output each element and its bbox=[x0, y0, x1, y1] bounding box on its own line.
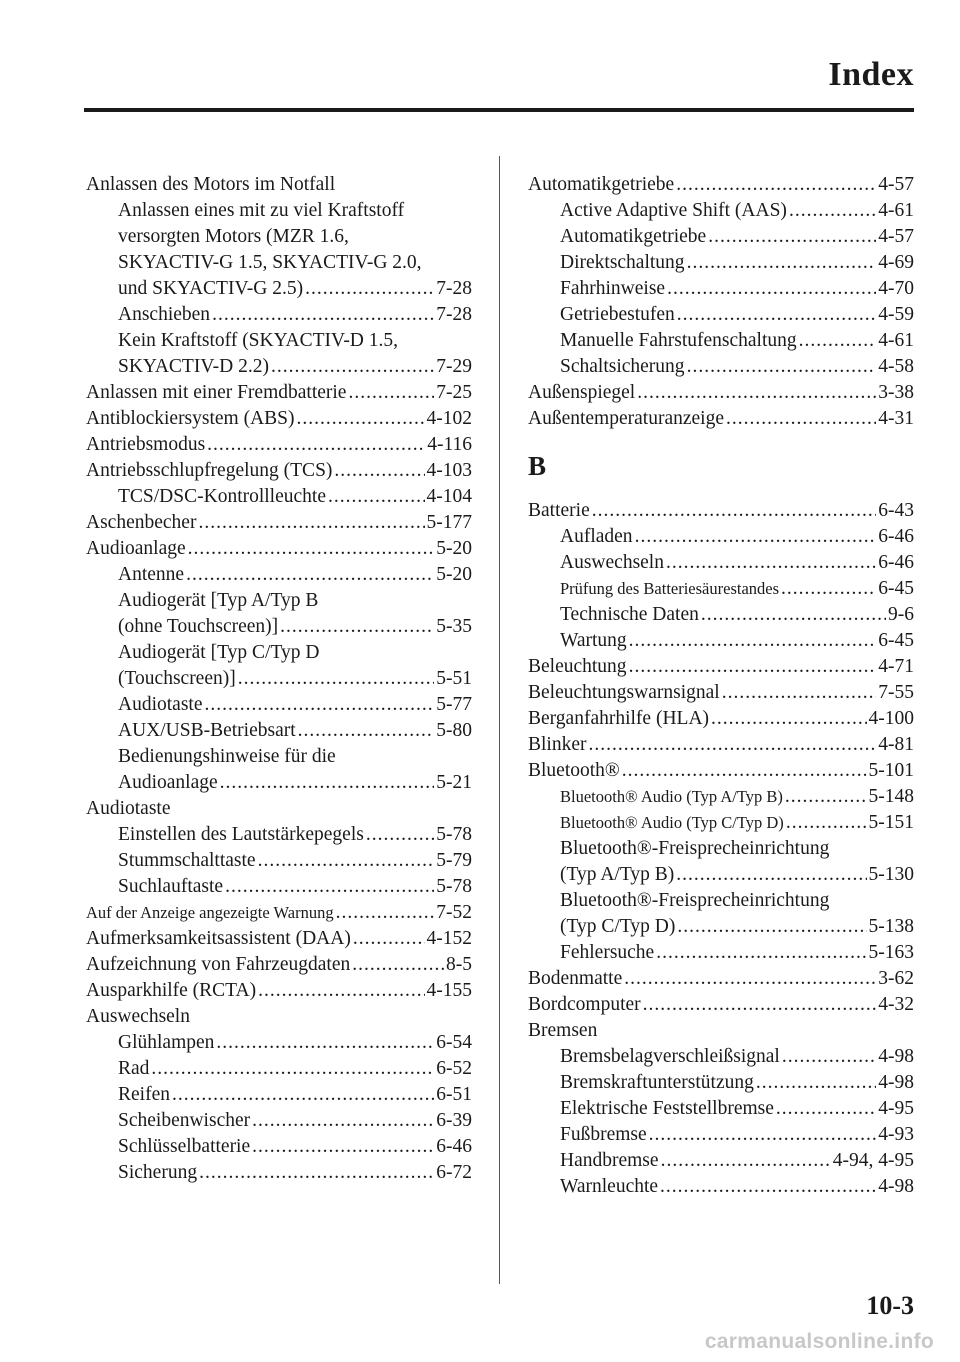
index-subentry bbox=[528, 784, 914, 810]
dot-leader bbox=[366, 822, 434, 848]
page-ref: 4-57 bbox=[878, 174, 914, 195]
index-entry bbox=[528, 706, 914, 732]
index-subentry bbox=[86, 276, 472, 302]
page-ref: 6-45 bbox=[878, 578, 914, 599]
dot-leader bbox=[687, 354, 877, 380]
dot-leader bbox=[677, 302, 876, 328]
page-ref: 5-77 bbox=[436, 694, 472, 715]
page-ref: 6-51 bbox=[436, 1084, 472, 1105]
page-ref: 5-130 bbox=[868, 864, 914, 885]
dot-leader bbox=[271, 354, 434, 380]
dot-leader bbox=[701, 602, 886, 628]
entry-text: Automatikgetriebe bbox=[560, 226, 707, 247]
page-ref: 8-5 bbox=[446, 954, 472, 975]
index-subentry bbox=[86, 848, 472, 874]
dot-leader bbox=[799, 328, 877, 354]
dot-leader bbox=[225, 874, 434, 900]
entry-text: Kein Kraftstoff (SKYACTIV-D 1.5, bbox=[118, 330, 399, 351]
index-subentry bbox=[86, 224, 472, 250]
entry-text: AUX/USB-Betriebsart bbox=[118, 720, 296, 741]
entry-text: Außentemperaturanzeige bbox=[528, 408, 724, 429]
page-ref: 7-52 bbox=[436, 902, 472, 923]
index-entry bbox=[528, 172, 914, 198]
dot-leader bbox=[353, 926, 425, 952]
index-subentry bbox=[528, 1044, 914, 1070]
page-ref: 4-152 bbox=[426, 928, 472, 949]
page-ref: 6-43 bbox=[878, 500, 914, 521]
entry-text: Berganfahrhilfe (HLA) bbox=[528, 708, 710, 729]
index-entry bbox=[528, 654, 914, 680]
page-ref: 3-38 bbox=[878, 382, 914, 403]
index-entry bbox=[86, 380, 472, 406]
index-entry bbox=[528, 966, 914, 992]
page-ref: 4-100 bbox=[868, 708, 914, 729]
entry-text: Scheibenwischer bbox=[118, 1110, 251, 1131]
dot-leader bbox=[726, 406, 876, 432]
entry-text: Audiogerät [Typ A/Typ B bbox=[118, 590, 319, 611]
page-ref: 5-51 bbox=[436, 668, 472, 689]
index-subentry bbox=[86, 1082, 472, 1108]
page-ref: 4-104 bbox=[426, 486, 472, 507]
dot-leader bbox=[258, 978, 424, 1004]
watermark: carmanualsonline.info bbox=[704, 1330, 934, 1353]
dot-leader bbox=[629, 628, 877, 654]
index-subentry bbox=[86, 328, 472, 354]
dot-leader bbox=[212, 302, 434, 328]
index-entry bbox=[86, 432, 472, 458]
page-ref: 6-46 bbox=[436, 1136, 472, 1157]
dot-leader bbox=[151, 1056, 434, 1082]
dot-leader bbox=[687, 250, 877, 276]
dot-leader bbox=[280, 614, 434, 640]
index-entry bbox=[528, 498, 914, 524]
index-subentry bbox=[528, 1148, 914, 1174]
dot-leader bbox=[624, 966, 876, 992]
index-subentry bbox=[86, 770, 472, 796]
section-letter-b: B bbox=[528, 451, 547, 481]
entry-text: Technische Daten bbox=[560, 604, 699, 625]
entry-text: (Touchscreen)] bbox=[118, 668, 236, 689]
index-entry bbox=[86, 926, 472, 952]
entry-text: Antriebsmodus bbox=[86, 434, 206, 455]
index-entry bbox=[528, 758, 914, 784]
entry-text: Antenne bbox=[118, 564, 185, 585]
page-ref: 7-55 bbox=[878, 682, 914, 703]
index-subentry bbox=[528, 1122, 914, 1148]
page-ref: 5-79 bbox=[436, 850, 472, 871]
index-entry bbox=[86, 978, 472, 1004]
entry-text: (ohne Touchscreen)] bbox=[118, 616, 279, 637]
dot-leader bbox=[676, 172, 876, 198]
entry-text: Bluetooth® Audio (Typ C/Typ D) bbox=[560, 813, 784, 832]
dot-leader bbox=[711, 706, 866, 732]
dot-leader bbox=[649, 1122, 877, 1148]
dot-leader bbox=[199, 1160, 434, 1186]
index-entry bbox=[86, 458, 472, 484]
index-subentry bbox=[528, 602, 914, 628]
index-subentry bbox=[86, 1030, 472, 1056]
entry-text: Antriebsschlupfregelung (TCS) bbox=[86, 460, 333, 481]
entry-text: Automatikgetriebe bbox=[528, 174, 675, 195]
dot-leader bbox=[592, 498, 877, 524]
page-ref: 4-61 bbox=[878, 200, 914, 221]
page-ref: 4-116 bbox=[427, 434, 472, 455]
entry-text: Prüfung des Batteriesäurestandes bbox=[560, 579, 780, 598]
page-ref: 6-45 bbox=[878, 630, 914, 651]
dot-leader bbox=[216, 1030, 434, 1056]
page-ref: 4-94, 4-95 bbox=[832, 1150, 914, 1171]
page-ref: 6-72 bbox=[436, 1162, 472, 1183]
index-subentry bbox=[86, 718, 472, 744]
dot-leader bbox=[756, 1070, 876, 1096]
page-ref: 5-35 bbox=[436, 616, 472, 637]
page-number: 10-3 bbox=[866, 1291, 914, 1320]
index-subentry bbox=[86, 588, 472, 614]
entry-text: Beleuchtungswarnsignal bbox=[528, 682, 720, 703]
entry-text: Audiogerät [Typ C/Typ D bbox=[118, 642, 320, 663]
page-ref: 4-61 bbox=[878, 330, 914, 351]
entry-text: Auswechseln bbox=[560, 552, 664, 573]
entry-text: Audiotaste bbox=[86, 798, 171, 819]
page-ref: 5-20 bbox=[436, 538, 472, 559]
entry-text: Fußbremse bbox=[560, 1124, 647, 1145]
entry-text: Fahrhinweise bbox=[560, 278, 666, 299]
index-subentry bbox=[86, 1134, 472, 1160]
page-ref: 6-52 bbox=[436, 1058, 472, 1079]
dot-leader bbox=[643, 992, 877, 1018]
dot-leader bbox=[656, 940, 866, 966]
dot-leader bbox=[252, 1134, 434, 1160]
dot-leader bbox=[252, 1108, 434, 1134]
entry-text: Manuelle Fahrstufenschaltung bbox=[560, 330, 797, 351]
page-ref: 5-177 bbox=[426, 512, 472, 533]
index-subentry bbox=[86, 302, 472, 328]
dot-leader bbox=[666, 550, 876, 576]
entry-text: Außenspiegel bbox=[528, 382, 636, 403]
index-entry bbox=[528, 680, 914, 706]
dot-leader bbox=[305, 276, 434, 302]
dot-leader bbox=[629, 654, 877, 680]
entry-text: Einstellen des Lautstärkepegels bbox=[118, 824, 364, 845]
index-subentry bbox=[528, 914, 914, 940]
entry-text: Audioanlage bbox=[86, 538, 186, 559]
page-ref: 3-62 bbox=[878, 968, 914, 989]
dot-leader bbox=[298, 718, 435, 744]
page-ref: 5-20 bbox=[436, 564, 472, 585]
dot-leader bbox=[334, 458, 424, 484]
entry-text: Fehlersuche bbox=[560, 942, 655, 963]
index-subentry bbox=[86, 640, 472, 666]
index-subentry bbox=[528, 276, 914, 302]
dot-leader bbox=[204, 692, 434, 718]
dot-leader bbox=[708, 224, 876, 250]
index-column-left bbox=[86, 172, 472, 1186]
index-subentry bbox=[86, 874, 472, 900]
page-ref: 5-148 bbox=[868, 786, 914, 807]
entry-text: Anschieben bbox=[118, 304, 211, 325]
index-subentry bbox=[528, 354, 914, 380]
entry-text: Handbremse bbox=[560, 1150, 659, 1171]
entry-text: SKYACTIV-G 1.5, SKYACTIV-G 2.0, bbox=[118, 252, 422, 273]
index-subentry bbox=[86, 484, 472, 510]
page-ref: 4-57 bbox=[878, 226, 914, 247]
entry-text: (Typ A/Typ B) bbox=[560, 864, 675, 885]
entry-text: Anlassen mit einer Fremdbatterie bbox=[86, 382, 347, 403]
entry-text: Bodenmatte bbox=[528, 968, 623, 989]
index-list-b bbox=[528, 498, 914, 1200]
dot-leader bbox=[781, 576, 876, 602]
page-ref: 4-70 bbox=[878, 278, 914, 299]
index-subentry bbox=[528, 628, 914, 654]
entry-text: Bluetooth®-Freisprecheinrichtung bbox=[560, 890, 830, 911]
index-entry bbox=[86, 510, 472, 536]
entry-text: Sicherung bbox=[118, 1162, 198, 1183]
dot-leader bbox=[328, 484, 425, 510]
index-subentry bbox=[86, 744, 472, 770]
index-subentry bbox=[86, 614, 472, 640]
page-ref: 4-102 bbox=[426, 408, 472, 429]
entry-text: Aschenbecher bbox=[86, 512, 197, 533]
page-ref: 4-98 bbox=[878, 1072, 914, 1093]
page-ref: 6-46 bbox=[878, 526, 914, 547]
dot-leader bbox=[785, 784, 867, 810]
dot-leader bbox=[207, 432, 425, 458]
page-ref: 4-98 bbox=[878, 1046, 914, 1067]
entry-text: Blinker bbox=[528, 734, 587, 755]
page-ref: 4-58 bbox=[878, 356, 914, 377]
page-ref: 4-93 bbox=[878, 1124, 914, 1145]
index-subentry bbox=[528, 1174, 914, 1200]
index-entry bbox=[528, 732, 914, 758]
dot-leader bbox=[348, 380, 434, 406]
entry-text: Elektrische Feststellbremse bbox=[560, 1098, 774, 1119]
entry-text: Active Adaptive Shift (AAS) bbox=[560, 200, 787, 221]
page-ref: 5-138 bbox=[868, 916, 914, 937]
index-subentry bbox=[528, 810, 914, 836]
entry-text: Beleuchtung bbox=[528, 656, 627, 677]
dot-leader bbox=[676, 862, 866, 888]
index-subentry bbox=[528, 250, 914, 276]
page-ref: 4-81 bbox=[878, 734, 914, 755]
entry-text: TCS/DSC-Kontrollleuchte bbox=[118, 486, 326, 507]
dot-leader bbox=[789, 198, 876, 224]
entry-text: Getriebestufen bbox=[560, 304, 675, 325]
index-entry bbox=[86, 1004, 472, 1030]
page-title: Index bbox=[828, 56, 914, 93]
page-ref: 4-155 bbox=[426, 980, 472, 1001]
entry-text: versorgten Motors (MZR 1.6, bbox=[118, 226, 349, 247]
page-ref: 4-95 bbox=[878, 1098, 914, 1119]
entry-text: Antiblockiersystem (ABS) bbox=[86, 408, 295, 429]
dot-leader bbox=[188, 536, 435, 562]
dot-leader bbox=[172, 1082, 434, 1108]
dot-leader bbox=[776, 1096, 876, 1122]
index-subentry bbox=[86, 1056, 472, 1082]
dot-leader bbox=[238, 666, 435, 692]
page-ref: 6-54 bbox=[436, 1032, 472, 1053]
entry-text: Reifen bbox=[118, 1084, 170, 1105]
index-entry bbox=[528, 380, 914, 406]
entry-text: Aufzeichnung von Fahrzeugdaten bbox=[86, 954, 351, 975]
entry-text: Auswechseln bbox=[86, 1006, 190, 1027]
page-ref: 5-78 bbox=[436, 824, 472, 845]
dot-leader bbox=[722, 680, 877, 706]
index-subentry bbox=[528, 328, 914, 354]
index-subentry bbox=[86, 354, 472, 380]
index-subentry bbox=[86, 562, 472, 588]
index-subentry bbox=[86, 822, 472, 848]
entry-text: Bordcomputer bbox=[528, 994, 641, 1015]
index-entry bbox=[528, 406, 914, 432]
entry-text: Audioanlage bbox=[118, 772, 218, 793]
entry-text: Aufmerksamkeitsassistent (DAA) bbox=[86, 928, 351, 949]
dot-leader bbox=[336, 900, 435, 926]
entry-text: Schlüsselbatterie bbox=[118, 1136, 251, 1157]
page-ref: 4-31 bbox=[878, 408, 914, 429]
index-subentry bbox=[528, 862, 914, 888]
dot-leader bbox=[622, 758, 867, 784]
entry-text: Rad bbox=[118, 1058, 150, 1079]
entry-text: Auf der Anzeige angezeigte Warnung bbox=[86, 903, 334, 922]
index-entry bbox=[86, 406, 472, 432]
page-ref: 9-6 bbox=[888, 604, 914, 625]
dot-leader bbox=[661, 1148, 831, 1174]
page-ref: 5-21 bbox=[436, 772, 472, 793]
dot-leader bbox=[352, 952, 444, 978]
entry-text: Bremsbelagverschleißsignal bbox=[560, 1046, 780, 1067]
index-entry bbox=[86, 900, 472, 926]
dot-leader bbox=[786, 810, 867, 836]
index-subentry bbox=[528, 940, 914, 966]
entry-text: SKYACTIV-D 2.2) bbox=[118, 356, 269, 377]
index-subentry bbox=[528, 576, 914, 602]
index-column-right bbox=[528, 172, 914, 1200]
index-subentry bbox=[528, 550, 914, 576]
entry-text: Anlassen eines mit zu viel Kraftstoff bbox=[118, 200, 405, 221]
page-ref: 7-25 bbox=[436, 382, 472, 403]
entry-text: Bluetooth® Audio (Typ A/Typ B) bbox=[560, 787, 783, 806]
index-subentry bbox=[86, 250, 472, 276]
dot-leader bbox=[220, 770, 435, 796]
dot-leader bbox=[297, 406, 425, 432]
entry-text: Suchlauftaste bbox=[118, 876, 224, 897]
page-ref: 5-80 bbox=[436, 720, 472, 741]
index-subentry bbox=[528, 836, 914, 862]
index-entry bbox=[86, 952, 472, 978]
page-ref: 6-39 bbox=[436, 1110, 472, 1131]
entry-text: Bremskraftunterstützung bbox=[560, 1072, 754, 1093]
entry-text: Bluetooth®-Freisprecheinrichtung bbox=[560, 838, 830, 859]
entry-text: Glühlampen bbox=[118, 1032, 215, 1053]
index-subentry bbox=[86, 692, 472, 718]
dot-leader bbox=[635, 524, 877, 550]
entry-text: Audiotaste bbox=[118, 694, 203, 715]
entry-text: und SKYACTIV-G 2.5) bbox=[118, 278, 304, 299]
entry-text: (Typ C/Typ D) bbox=[560, 916, 676, 937]
dot-leader bbox=[198, 510, 424, 536]
dot-leader bbox=[186, 562, 434, 588]
index-subentry bbox=[528, 198, 914, 224]
dot-leader bbox=[258, 848, 435, 874]
index-subentry bbox=[528, 1070, 914, 1096]
page-ref: 7-29 bbox=[436, 356, 472, 377]
index-entry bbox=[86, 172, 472, 198]
page-ref: 4-32 bbox=[878, 994, 914, 1015]
index-subentry bbox=[528, 1096, 914, 1122]
page-ref: 4-103 bbox=[426, 460, 472, 481]
page-ref: 5-78 bbox=[436, 876, 472, 897]
page-ref: 6-46 bbox=[878, 552, 914, 573]
page-ref: 4-69 bbox=[878, 252, 914, 273]
index-list-a bbox=[86, 172, 472, 1186]
page-ref: 7-28 bbox=[436, 304, 472, 325]
title-rule bbox=[84, 108, 914, 112]
entry-text: Ausparkhilfe (RCTA) bbox=[86, 980, 257, 1001]
page-ref: 4-59 bbox=[878, 304, 914, 325]
index-subentry bbox=[528, 224, 914, 250]
dot-leader bbox=[589, 732, 877, 758]
index-subentry bbox=[528, 524, 914, 550]
dot-leader bbox=[637, 380, 876, 406]
page-ref: 5-151 bbox=[868, 812, 914, 833]
index-subentry bbox=[86, 666, 472, 692]
index-entry bbox=[86, 536, 472, 562]
index-subentry bbox=[86, 1160, 472, 1186]
dot-leader bbox=[667, 276, 876, 302]
index-subentry bbox=[528, 302, 914, 328]
page-ref: 4-71 bbox=[878, 656, 914, 677]
index-list-a-continued bbox=[528, 172, 914, 432]
entry-text: Stummschalttaste bbox=[118, 850, 256, 871]
index-subentry bbox=[86, 198, 472, 224]
entry-text: Schaltsicherung bbox=[560, 356, 685, 377]
entry-text: Aufladen bbox=[560, 526, 633, 547]
page-ref: 4-98 bbox=[878, 1176, 914, 1197]
entry-text: Anlassen des Motors im Notfall bbox=[86, 174, 336, 195]
page-ref: 5-163 bbox=[868, 942, 914, 963]
entry-text: Warnleuchte bbox=[560, 1176, 659, 1197]
entry-text: Bremsen bbox=[528, 1020, 598, 1041]
index-entry bbox=[528, 1018, 914, 1044]
entry-text: Bluetooth® bbox=[528, 760, 620, 781]
entry-text: Batterie bbox=[528, 500, 590, 521]
index-entry bbox=[86, 796, 472, 822]
page-ref: 5-101 bbox=[868, 760, 914, 781]
entry-text: Wartung bbox=[560, 630, 627, 651]
dot-leader bbox=[782, 1044, 876, 1070]
dot-leader bbox=[677, 914, 866, 940]
entry-text: Direktschaltung bbox=[560, 252, 685, 273]
dot-leader bbox=[660, 1174, 876, 1200]
index-subentry bbox=[86, 1108, 472, 1134]
index-entry bbox=[528, 992, 914, 1018]
index-subentry bbox=[528, 888, 914, 914]
entry-text: Bedienungshinweise für die bbox=[118, 746, 336, 767]
column-divider bbox=[499, 156, 500, 1284]
page-ref: 7-28 bbox=[436, 278, 472, 299]
